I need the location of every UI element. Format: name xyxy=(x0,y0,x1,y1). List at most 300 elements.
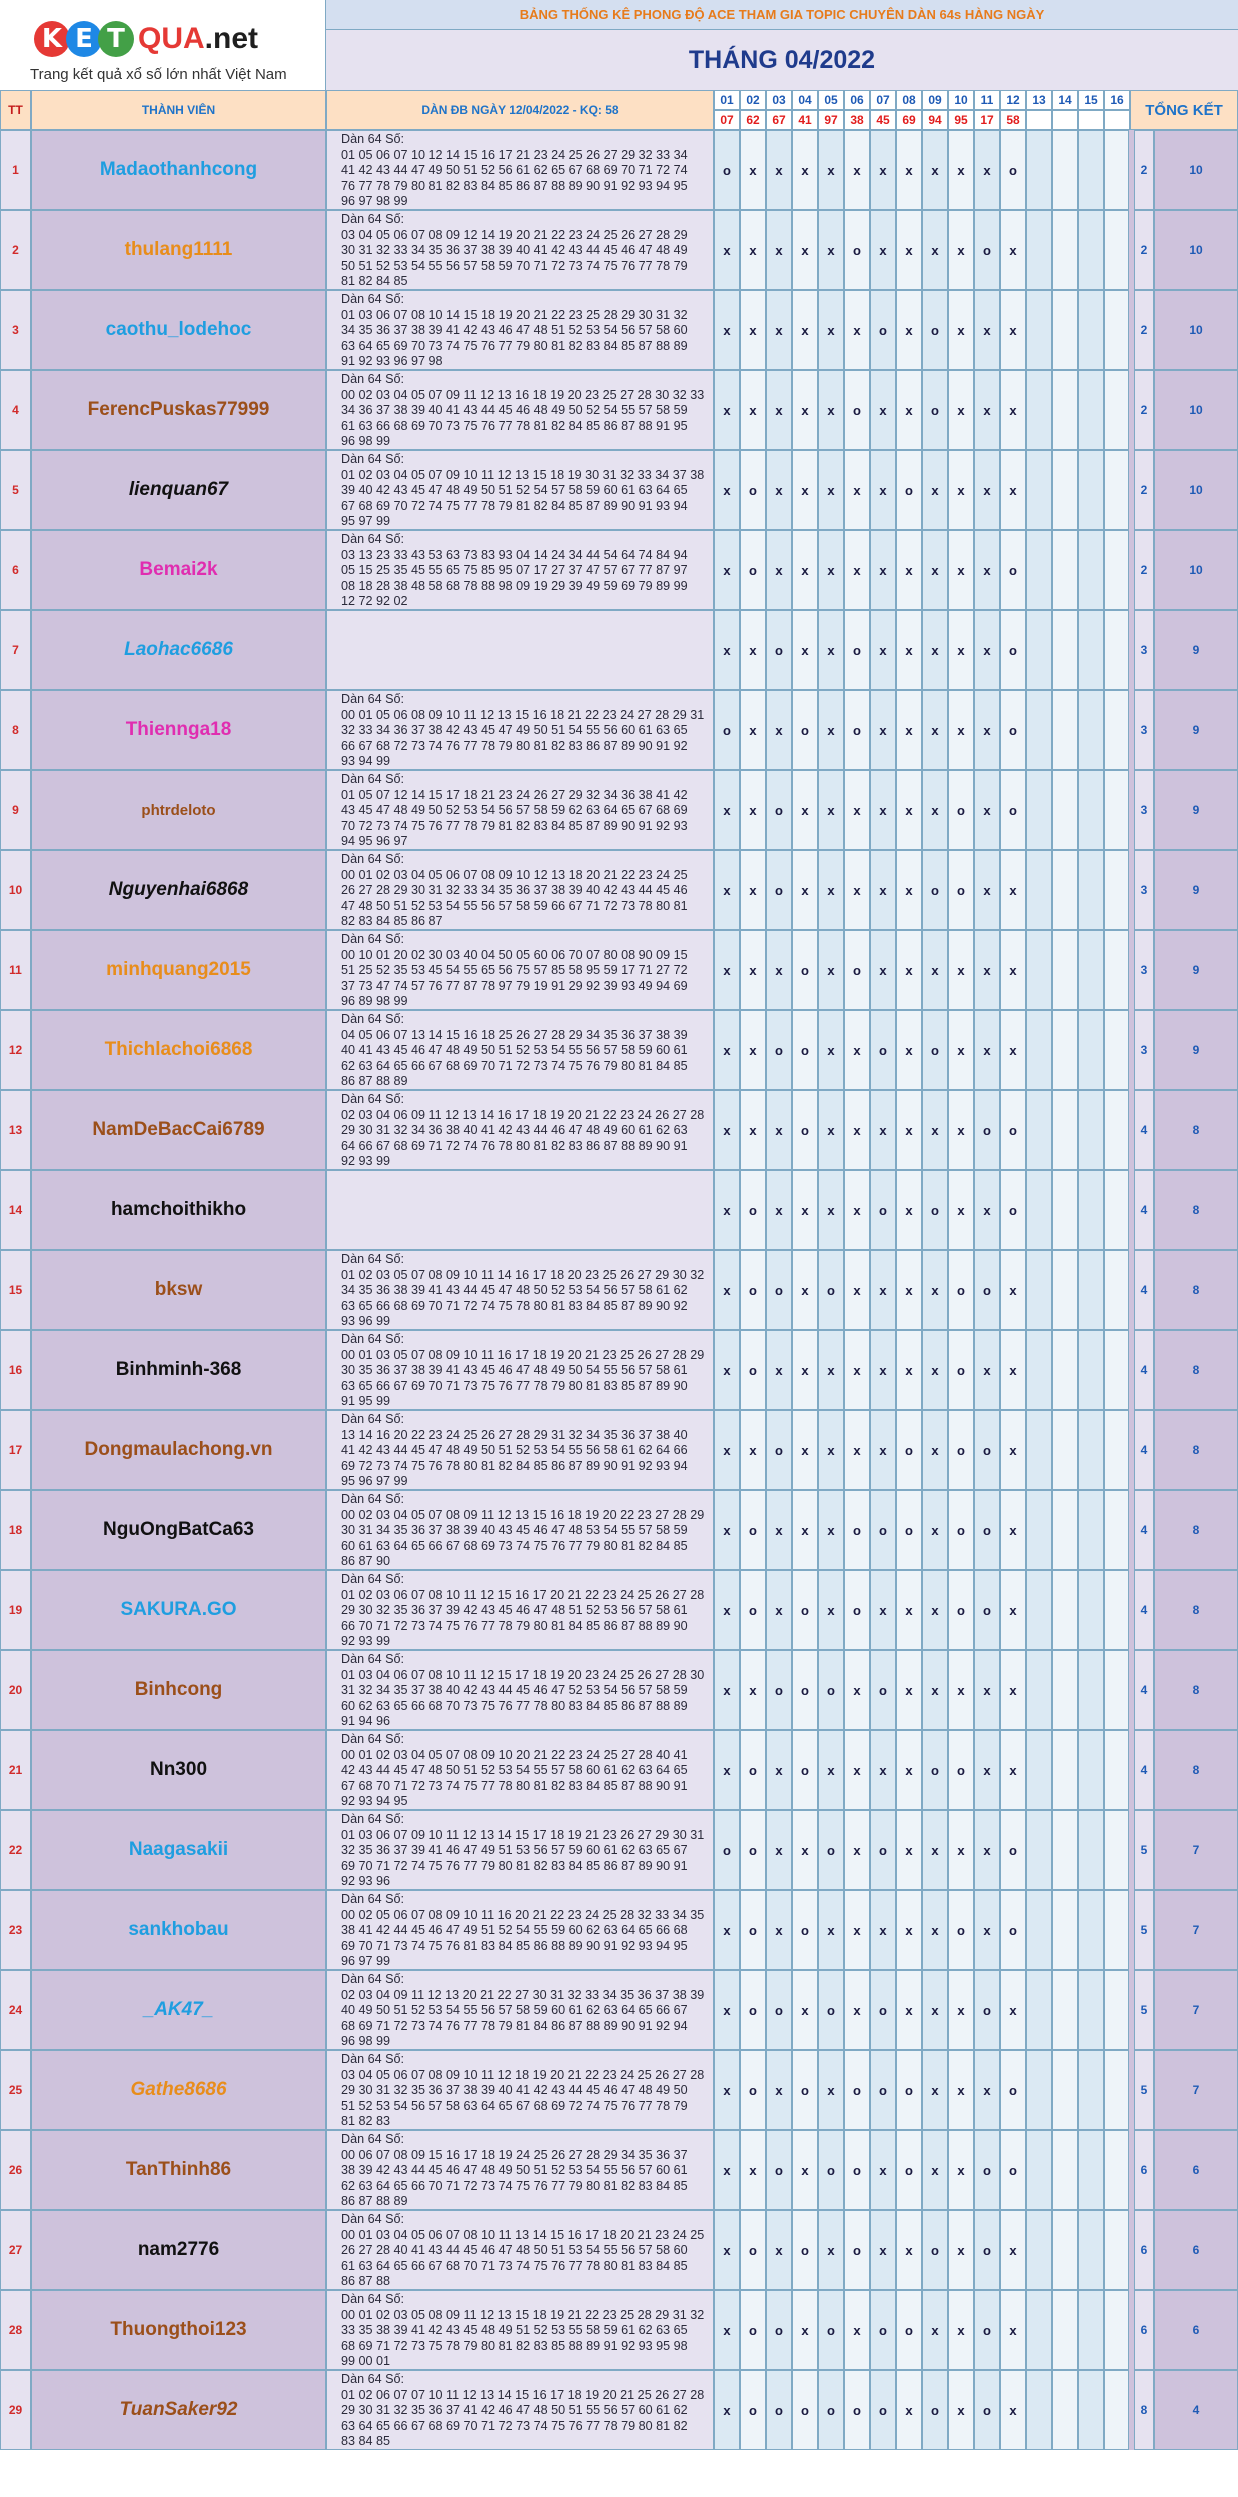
member-name[interactable]: phtrdeloto xyxy=(31,770,326,850)
day-mark: o xyxy=(766,850,792,930)
day-mark xyxy=(1026,1090,1052,1170)
day-mark xyxy=(1104,930,1130,1010)
member-number-set: Dàn 64 Số: 01 03 04 06 07 08 10 11 12 15 17 18 19 20 23 24 25 26 27 28 30 31 32 34 35 37 38 40 42 43 44 45 46 47 52 53 54 56 57 58 59 60 62 63 65 66 68 70 73 75 76 77 78 80 83 84 85 86 87 88 89 91 94 96 xyxy=(326,1650,714,1730)
member-number-set: Dàn 64 Số: 02 03 04 06 09 11 12 13 14 16 17 18 19 20 21 22 23 24 26 27 28 29 30 31 32 34 36 38 40 41 42 43 44 46 47 48 49 60 61 62 63 64 66 67 68 69 71 72 74 76 78 80 81 82 83 86 87 88 89 90 91 92 93 99 xyxy=(326,1090,714,1170)
day-mark: x xyxy=(922,770,948,850)
miss-count: 3 xyxy=(1134,930,1154,1010)
member-name[interactable]: FerencPuskas77999 xyxy=(31,370,326,450)
day-mark: x xyxy=(818,930,844,1010)
day-mark: x xyxy=(818,1170,844,1250)
member-number-set: Dàn 64 Số: 00 02 03 04 05 07 09 11 12 13 16 18 19 20 23 25 27 28 30 32 33 34 36 37 38 39 40 41 43 44 45 46 48 49 50 52 54 55 57 58 59 61 63 66 68 69 70 73 75 76 77 78 81 82 84 85 86 87 88 91 95 96 98 99 xyxy=(326,370,714,450)
row-index: 26 xyxy=(0,2130,31,2210)
day-mark xyxy=(1052,1970,1078,2050)
day-mark: o xyxy=(740,530,766,610)
day-mark: o xyxy=(922,290,948,370)
day-mark: x xyxy=(922,130,948,210)
day-mark: x xyxy=(844,1970,870,2050)
row-index: 18 xyxy=(0,1490,31,1570)
member-number-set: Dàn 64 Số: 03 13 23 33 43 53 63 73 83 93 04 14 24 34 44 54 64 74 84 94 05 15 25 35 45 55 65 75 85 95 07 17 27 37 47 57 67 77 87 97 08 18 28 38 48 58 68 78 88 98 09 19 29 39 49 59 69 79 89 99 12 72 92 02 xyxy=(326,530,714,610)
day-mark: x xyxy=(896,1650,922,1730)
result-header-07: 45 xyxy=(870,110,896,130)
day-mark xyxy=(1104,450,1130,530)
day-mark: o xyxy=(896,2130,922,2210)
day-mark: x xyxy=(714,770,740,850)
day-mark: o xyxy=(896,450,922,530)
day-mark: x xyxy=(818,610,844,690)
day-mark: o xyxy=(766,1410,792,1490)
day-mark: o xyxy=(1000,130,1026,210)
day-mark: x xyxy=(870,2210,896,2290)
day-mark: x xyxy=(922,1570,948,1650)
day-mark: o xyxy=(740,1170,766,1250)
row-index: 9 xyxy=(0,770,31,850)
total-score: 10 xyxy=(1154,530,1238,610)
day-mark: o xyxy=(792,1570,818,1650)
total-score: 8 xyxy=(1154,1730,1238,1810)
day-mark: x xyxy=(896,1010,922,1090)
day-mark: o xyxy=(740,1330,766,1410)
miss-count: 3 xyxy=(1134,1010,1154,1090)
day-mark: x xyxy=(844,290,870,370)
total-score: 9 xyxy=(1154,930,1238,1010)
day-mark xyxy=(1104,2210,1130,2290)
member-name[interactable]: SAKURA.GO xyxy=(31,1570,326,1650)
row-index: 11 xyxy=(0,930,31,1010)
day-mark xyxy=(1104,1490,1130,1570)
logo-letter-k: K xyxy=(34,21,70,57)
day-mark: x xyxy=(896,2210,922,2290)
day-mark: o xyxy=(896,2290,922,2370)
day-mark xyxy=(1104,210,1130,290)
day-mark xyxy=(1026,770,1052,850)
day-mark: x xyxy=(714,370,740,450)
day-mark: x xyxy=(974,290,1000,370)
day-mark: o xyxy=(844,610,870,690)
table-row xyxy=(0,1410,1238,1490)
day-mark xyxy=(1104,2050,1130,2130)
member-name[interactable]: Laohac6686 xyxy=(31,610,326,690)
day-mark xyxy=(1052,1090,1078,1170)
member-name[interactable]: Dongmaulachong.vn xyxy=(31,1410,326,1490)
member-name[interactable]: Thichlachoi6868 xyxy=(31,1010,326,1090)
day-mark: x xyxy=(714,1090,740,1170)
day-mark: x xyxy=(922,1970,948,2050)
day-mark: x xyxy=(766,1090,792,1170)
day-mark xyxy=(1052,130,1078,210)
day-mark xyxy=(1104,1010,1130,1090)
member-name[interactable]: TanThinh86 xyxy=(31,2130,326,2210)
day-mark: x xyxy=(870,930,896,1010)
result-header-12: 58 xyxy=(1000,110,1026,130)
day-mark: x xyxy=(844,1090,870,1170)
logo-tagline: Trang kết quả xổ số lớn nhất Việt Nam xyxy=(30,66,287,83)
day-mark: x xyxy=(896,1570,922,1650)
result-header-16 xyxy=(1104,110,1130,130)
day-header-12: 12 xyxy=(1000,90,1026,110)
day-mark: x xyxy=(818,1490,844,1570)
table-row xyxy=(0,1330,1238,1410)
day-mark xyxy=(1026,2290,1052,2370)
member-number-set: Dàn 64 Số: 00 01 03 05 07 08 09 10 11 16 17 18 19 20 21 23 25 26 27 28 29 30 35 36 37 38 39 41 43 45 46 47 48 49 50 54 55 56 57 58 61 63 65 66 67 69 70 71 73 75 76 77 78 79 80 81 83 85 87 89 90 91 95 99 xyxy=(326,1330,714,1410)
day-mark: o xyxy=(844,2210,870,2290)
day-mark: x xyxy=(740,210,766,290)
day-mark: x xyxy=(896,2370,922,2450)
day-mark: x xyxy=(870,1250,896,1330)
row-index: 13 xyxy=(0,1090,31,1170)
member-name[interactable]: Naagasakii xyxy=(31,1810,326,1890)
day-mark: o xyxy=(714,690,740,770)
table-row xyxy=(0,1010,1238,1090)
day-mark xyxy=(1078,1090,1104,1170)
ketqua-logo[interactable] xyxy=(0,0,326,90)
member-name[interactable]: Binhcong xyxy=(31,1650,326,1730)
day-mark: x xyxy=(818,530,844,610)
day-mark xyxy=(1104,1170,1130,1250)
day-mark: x xyxy=(974,530,1000,610)
day-mark xyxy=(1052,370,1078,450)
day-mark: x xyxy=(766,130,792,210)
day-mark: o xyxy=(818,2130,844,2210)
miss-count: 2 xyxy=(1134,450,1154,530)
day-mark: x xyxy=(740,1650,766,1730)
row-index: 19 xyxy=(0,1570,31,1650)
member-number-set: Dàn 64 Số: 00 01 02 03 05 08 09 11 12 13 15 18 19 21 22 23 25 28 29 31 32 33 35 38 39 41 42 43 45 48 49 51 52 53 55 58 59 61 62 63 65 68 69 71 72 73 75 78 79 80 81 82 83 85 88 89 91 92 93 95 98 99 00 01 xyxy=(326,2290,714,2370)
day-mark: x xyxy=(766,930,792,1010)
member-name[interactable]: Nguyenhai6868 xyxy=(31,850,326,930)
day-mark xyxy=(1104,530,1130,610)
day-mark: x xyxy=(870,130,896,210)
miss-count: 5 xyxy=(1134,2050,1154,2130)
day-mark: o xyxy=(870,2290,896,2370)
day-mark xyxy=(1052,690,1078,770)
day-mark xyxy=(1104,1730,1130,1810)
day-mark xyxy=(1078,2210,1104,2290)
day-mark: x xyxy=(922,1250,948,1330)
day-mark: x xyxy=(766,530,792,610)
day-mark: o xyxy=(974,1250,1000,1330)
miss-count: 4 xyxy=(1134,1490,1154,1570)
day-mark: x xyxy=(844,450,870,530)
day-mark xyxy=(1026,1890,1052,1970)
day-mark xyxy=(1078,2130,1104,2210)
day-mark: x xyxy=(1000,1250,1026,1330)
day-mark xyxy=(1078,1010,1104,1090)
member-name[interactable]: hamchoithikho xyxy=(31,1170,326,1250)
day-mark: x xyxy=(870,770,896,850)
day-mark xyxy=(1078,290,1104,370)
member-name[interactable]: Nn300 xyxy=(31,1730,326,1810)
day-mark: x xyxy=(974,1730,1000,1810)
day-mark: x xyxy=(844,1810,870,1890)
day-mark: x xyxy=(792,770,818,850)
day-mark: o xyxy=(740,1730,766,1810)
member-name[interactable]: bksw xyxy=(31,1250,326,1330)
day-mark: x xyxy=(792,370,818,450)
day-mark: o xyxy=(922,2370,948,2450)
day-mark: x xyxy=(844,130,870,210)
day-mark xyxy=(1052,1650,1078,1730)
day-mark: x xyxy=(922,2130,948,2210)
day-mark: x xyxy=(896,1330,922,1410)
member-name[interactable]: sankhobau xyxy=(31,1890,326,1970)
member-name[interactable]: thulang1111 xyxy=(31,210,326,290)
day-header-10: 10 xyxy=(948,90,974,110)
day-mark: x xyxy=(870,1730,896,1810)
table-row xyxy=(0,1970,1238,2050)
day-mark: o xyxy=(922,1170,948,1250)
member-number-set: Dàn 64 Số: 01 02 03 04 05 07 09 10 11 12 13 15 18 19 30 31 32 33 34 37 38 39 40 42 43 45 47 48 49 50 51 52 54 57 58 59 60 61 63 64 65 67 68 69 70 72 74 75 77 78 79 81 82 84 85 87 89 90 91 93 94 95 97 99 xyxy=(326,450,714,530)
day-header-01: 01 xyxy=(714,90,740,110)
day-mark xyxy=(1026,130,1052,210)
miss-count: 3 xyxy=(1134,690,1154,770)
day-mark xyxy=(1052,210,1078,290)
total-score: 10 xyxy=(1154,450,1238,530)
day-mark: o xyxy=(792,690,818,770)
day-mark: x xyxy=(1000,450,1026,530)
day-mark: o xyxy=(948,770,974,850)
day-mark: x xyxy=(766,690,792,770)
day-mark: x xyxy=(740,930,766,1010)
day-mark xyxy=(1104,1970,1130,2050)
day-mark: x xyxy=(792,290,818,370)
day-mark: o xyxy=(792,1730,818,1810)
day-mark: x xyxy=(714,2210,740,2290)
miss-count: 2 xyxy=(1134,210,1154,290)
day-mark xyxy=(1026,2050,1052,2130)
day-mark: o xyxy=(974,1570,1000,1650)
day-mark xyxy=(1026,2130,1052,2210)
member-name[interactable]: Bemai2k xyxy=(31,530,326,610)
day-mark xyxy=(1052,1250,1078,1330)
day-mark xyxy=(1052,930,1078,1010)
member-name[interactable]: caothu_lodehoc xyxy=(31,290,326,370)
day-mark xyxy=(1104,2370,1130,2450)
day-mark: o xyxy=(870,1650,896,1730)
day-mark: o xyxy=(1000,770,1026,850)
result-header-14 xyxy=(1052,110,1078,130)
day-mark xyxy=(1104,2290,1130,2370)
day-mark: o xyxy=(1000,530,1026,610)
day-mark: o xyxy=(844,1490,870,1570)
day-mark: x xyxy=(896,530,922,610)
day-mark: x xyxy=(844,770,870,850)
day-mark xyxy=(1104,2130,1130,2210)
day-header-16: 16 xyxy=(1104,90,1130,110)
day-header-08: 08 xyxy=(896,90,922,110)
total-score: 8 xyxy=(1154,1090,1238,1170)
day-mark: x xyxy=(844,1730,870,1810)
day-mark: x xyxy=(792,1250,818,1330)
day-mark: x xyxy=(766,450,792,530)
row-index: 17 xyxy=(0,1410,31,1490)
miss-count: 2 xyxy=(1134,530,1154,610)
day-mark: x xyxy=(844,530,870,610)
day-mark: o xyxy=(766,1010,792,1090)
day-mark: x xyxy=(948,1170,974,1250)
result-header-04: 41 xyxy=(792,110,818,130)
day-mark: o xyxy=(1000,610,1026,690)
member-name[interactable]: Thuongthoi123 xyxy=(31,2290,326,2370)
day-mark: o xyxy=(922,370,948,450)
day-mark xyxy=(1052,530,1078,610)
day-mark: x xyxy=(896,1170,922,1250)
day-mark: x xyxy=(818,690,844,770)
day-mark: o xyxy=(1000,1090,1026,1170)
miss-count: 5 xyxy=(1134,1810,1154,1890)
day-mark: o xyxy=(766,1250,792,1330)
day-mark: x xyxy=(870,450,896,530)
total-score: 7 xyxy=(1154,1810,1238,1890)
day-mark: x xyxy=(714,2050,740,2130)
member-name[interactable]: Binhminh-368 xyxy=(31,1330,326,1410)
day-mark: o xyxy=(974,2130,1000,2210)
day-mark: o xyxy=(948,1410,974,1490)
day-mark: x xyxy=(974,450,1000,530)
day-mark: o xyxy=(740,1250,766,1330)
day-mark: x xyxy=(896,210,922,290)
member-name[interactable]: Thiennga18 xyxy=(31,690,326,770)
day-mark xyxy=(1052,1170,1078,1250)
day-mark: x xyxy=(766,1490,792,1570)
day-mark: x xyxy=(714,2290,740,2370)
day-mark: x xyxy=(1000,370,1026,450)
day-mark xyxy=(1052,2130,1078,2210)
day-mark: o xyxy=(1000,1810,1026,1890)
day-mark: x xyxy=(948,690,974,770)
day-mark xyxy=(1104,1090,1130,1170)
member-name[interactable]: lienquan67 xyxy=(31,450,326,530)
result-header-08: 69 xyxy=(896,110,922,130)
day-mark: x xyxy=(922,450,948,530)
member-name[interactable]: NamDeBacCai6789 xyxy=(31,1090,326,1170)
table-row xyxy=(0,610,1238,690)
day-mark: x xyxy=(948,2290,974,2370)
day-mark: x xyxy=(1000,2370,1026,2450)
miss-count: 4 xyxy=(1134,1730,1154,1810)
day-mark: x xyxy=(922,530,948,610)
miss-count: 3 xyxy=(1134,850,1154,930)
day-mark xyxy=(1026,1810,1052,1890)
day-mark: x xyxy=(1000,850,1026,930)
member-name[interactable]: TuanSaker92 xyxy=(31,2370,326,2450)
day-header-13: 13 xyxy=(1026,90,1052,110)
day-mark: o xyxy=(870,1490,896,1570)
member-name[interactable]: _AK47_ xyxy=(31,1970,326,2050)
table-row xyxy=(0,1090,1238,1170)
table-row xyxy=(0,2370,1238,2450)
row-index: 2 xyxy=(0,210,31,290)
day-mark: x xyxy=(766,210,792,290)
day-mark: o xyxy=(740,2210,766,2290)
day-mark: o xyxy=(844,210,870,290)
day-mark: x xyxy=(714,610,740,690)
day-mark: o xyxy=(1000,2050,1026,2130)
day-mark: o xyxy=(844,2130,870,2210)
day-mark: x xyxy=(818,130,844,210)
total-score: 6 xyxy=(1154,2130,1238,2210)
day-mark xyxy=(1052,1010,1078,1090)
member-name[interactable]: Gathe8686 xyxy=(31,2050,326,2130)
member-name[interactable]: minhquang2015 xyxy=(31,930,326,1010)
day-mark: x xyxy=(792,1330,818,1410)
day-mark: x xyxy=(870,1570,896,1650)
day-mark: x xyxy=(948,1090,974,1170)
table-row xyxy=(0,530,1238,610)
day-mark: x xyxy=(922,1810,948,1890)
row-index: 3 xyxy=(0,290,31,370)
day-mark: x xyxy=(948,610,974,690)
day-mark: o xyxy=(1000,1170,1026,1250)
day-mark: o xyxy=(818,2370,844,2450)
day-mark: x xyxy=(818,770,844,850)
table-row xyxy=(0,1810,1238,1890)
row-index: 4 xyxy=(0,370,31,450)
day-header-15: 15 xyxy=(1078,90,1104,110)
column-header-total: TỔNG KẾT xyxy=(1130,90,1238,130)
member-number-set: Dàn 64 Số: 00 01 05 06 08 09 10 11 12 13 15 16 18 21 22 23 24 27 28 29 31 32 33 34 36 37 38 42 43 45 47 49 50 51 54 55 56 60 61 63 65 66 67 68 72 73 74 76 77 78 79 80 81 82 83 86 87 89 90 91 92 93 94 99 xyxy=(326,690,714,770)
result-header-15 xyxy=(1078,110,1104,130)
day-mark: x xyxy=(818,1010,844,1090)
day-mark: x xyxy=(792,1810,818,1890)
row-index: 21 xyxy=(0,1730,31,1810)
day-mark: x xyxy=(948,1810,974,1890)
day-mark xyxy=(1052,2050,1078,2130)
member-name[interactable]: nam2776 xyxy=(31,2210,326,2290)
member-number-set: Dàn 64 Số: 00 06 07 08 09 15 16 17 18 19 24 25 26 27 28 29 34 35 36 37 38 39 42 43 44 45 46 47 48 49 50 51 52 53 54 55 56 57 60 61 62 63 64 65 66 70 71 72 73 74 75 76 77 79 80 81 82 83 84 85 86 87 88 89 xyxy=(326,2130,714,2210)
day-mark: o xyxy=(1000,690,1026,770)
day-mark: x xyxy=(948,530,974,610)
member-number-set xyxy=(326,610,714,690)
day-mark: o xyxy=(818,1650,844,1730)
day-mark xyxy=(1078,610,1104,690)
miss-count: 2 xyxy=(1134,130,1154,210)
member-number-set: Dàn 64 Số: 01 03 06 07 08 10 14 15 18 19 20 21 22 23 25 28 29 30 31 32 34 35 36 37 38 39 41 42 43 46 47 48 51 52 53 54 56 57 58 60 63 64 65 69 70 73 74 75 76 77 79 80 81 82 83 84 85 87 88 89 91 92 93 96 97 98 xyxy=(326,290,714,370)
day-mark: o xyxy=(844,370,870,450)
day-mark: x xyxy=(740,850,766,930)
day-mark: x xyxy=(1000,2210,1026,2290)
day-mark: x xyxy=(870,2130,896,2210)
day-mark: o xyxy=(948,1570,974,1650)
day-mark: o xyxy=(870,290,896,370)
day-mark: x xyxy=(1000,930,1026,1010)
day-mark: x xyxy=(922,610,948,690)
total-score: 10 xyxy=(1154,210,1238,290)
day-mark: x xyxy=(870,530,896,610)
member-name[interactable]: Madaothanhcong xyxy=(31,130,326,210)
day-mark: o xyxy=(974,1970,1000,2050)
table-row xyxy=(0,2050,1238,2130)
total-score: 8 xyxy=(1154,1490,1238,1570)
day-mark: x xyxy=(844,1010,870,1090)
day-mark: o xyxy=(714,1810,740,1890)
table-row xyxy=(0,2210,1238,2290)
total-score: 9 xyxy=(1154,850,1238,930)
row-index: 14 xyxy=(0,1170,31,1250)
miss-count: 4 xyxy=(1134,1410,1154,1490)
day-mark xyxy=(1104,1330,1130,1410)
result-header-05: 97 xyxy=(818,110,844,130)
day-mark xyxy=(1026,1170,1052,1250)
row-index: 15 xyxy=(0,1250,31,1330)
member-name[interactable]: NguOngBatCa63 xyxy=(31,1490,326,1570)
day-mark xyxy=(1052,2290,1078,2370)
day-mark: x xyxy=(922,930,948,1010)
day-header-04: 04 xyxy=(792,90,818,110)
day-mark: x xyxy=(896,130,922,210)
day-mark: x xyxy=(740,370,766,450)
day-mark: x xyxy=(896,1730,922,1810)
day-mark xyxy=(1078,1810,1104,1890)
